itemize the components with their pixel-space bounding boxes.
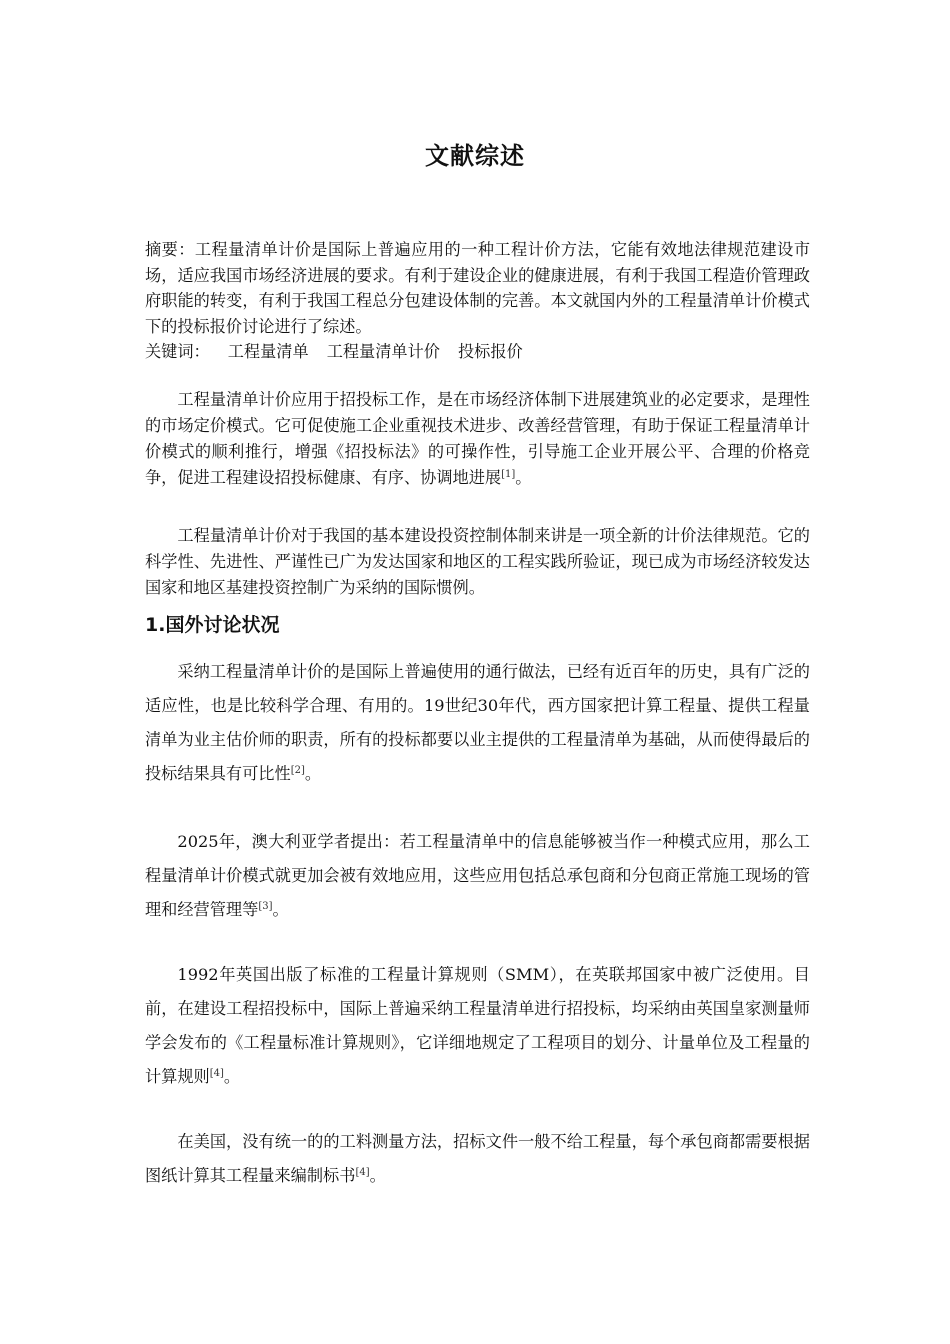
paragraph-end: 。 <box>223 1067 241 1086</box>
paragraph-text: 工程量清单计价应用于招投标工作，是在市场经济体制下进展建筑业的必定要求，是理性的市场定价模式。它可促使施工企业重视技术进步、改善经营管理，有助于保证工程量清单计价模式的顺利推行，增强《招投标法》的可操作性，引导施工企业开展公平、合理的价格竞争，促进工程建设招投标健康、有序、协调地进展 <box>145 390 810 487</box>
keyword-item: 工程量清单计价 <box>326 342 440 361</box>
paragraph-end: 。 <box>515 468 532 487</box>
paragraph-text: 采纳工程量清单计价的是国际上普遍使用的通行做法，已经有近百年的历史，具有广泛的适应性，也是比较科学合理、有用的。19世纪30年代，西方国家把计算工程量、提供工程量清单为业主估价师的职责，所有的投标都要以业主提供的工程量清单为基础，从而使得最后的投标结果具有可比性 <box>145 662 810 783</box>
paragraph-end: 。 <box>369 1166 386 1185</box>
abstract-label: 摘要： <box>145 240 195 259</box>
citation-ref: [4] <box>355 1167 370 1178</box>
citation-ref: [3] <box>258 901 273 912</box>
intro-paragraph-1 <box>145 387 810 491</box>
keyword-item: 工程量清单 <box>227 342 309 361</box>
section1-paragraph-4 <box>145 1125 810 1193</box>
abstract <box>145 237 810 339</box>
paragraph-text: 1992年英国出版了标准的工程量计算规则（SMM），在英联邦国家中被广泛使用。目前，在建设工程招投标中，国际上普遍采纳工程量清单进行招投标，均采纳由英国皇家测量师学会发布的《工程量标准计算规则》，它详细地规定了工程项目的划分、计量单位及工程量的计算规则 <box>145 965 810 1086</box>
paragraph-text: 工程量清单计价对于我国的基本建设投资控制体制来讲是一项全新的计价法律规范。它的科学性、先进性、严谨性已广为发达国家和地区的工程实践所验证，现已成为市场经济较发达国家和地区基建投资控制广为采纳的国际惯例。 <box>145 526 810 597</box>
section-heading: 1.国外讨论状况 <box>145 614 280 636</box>
section1-paragraph-3 <box>145 958 810 1094</box>
citation-ref: [4] <box>209 1068 224 1079</box>
paragraph-end: 。 <box>272 900 289 919</box>
section1-paragraph-2 <box>145 825 810 927</box>
keyword-item: 投标报价 <box>458 342 523 361</box>
intro-paragraph-2 <box>145 523 810 601</box>
keywords-label: 关键词： <box>145 342 210 361</box>
paragraph-text: 在美国，没有统一的的工料测量方法，招标文件一般不给工程量，每个承包商都需要根据图纸计算其工程量来编制标书 <box>145 1132 810 1185</box>
citation-ref: [1] <box>501 469 516 480</box>
section1-paragraph-1 <box>145 655 810 791</box>
document-title: 文献综述 <box>425 142 525 170</box>
paragraph-end: 。 <box>304 764 322 783</box>
keywords <box>145 339 810 365</box>
paragraph-text: 2025年，澳大利亚学者提出：若工程量清单中的信息能够被当作一种模式应用，那么工程量清单计价模式就更加会被有效地应用，这些应用包括总承包商和分包商正常施工现场的管理和经营管理等 <box>145 832 810 919</box>
citation-ref: [2] <box>290 765 305 776</box>
abstract-text: 工程量清单计价是国际上普遍应用的一种工程计价方法，它能有效地法律规范建设市场，适应我国市场经济进展的要求。有利于建设企业的健康进展，有利于我国工程造价管理政府职能的转变，有利于我国工程总分包建设体制的完善。本文就国内外的工程量清单计价模式下的投标报价讨论进行了综述。 <box>145 240 811 336</box>
